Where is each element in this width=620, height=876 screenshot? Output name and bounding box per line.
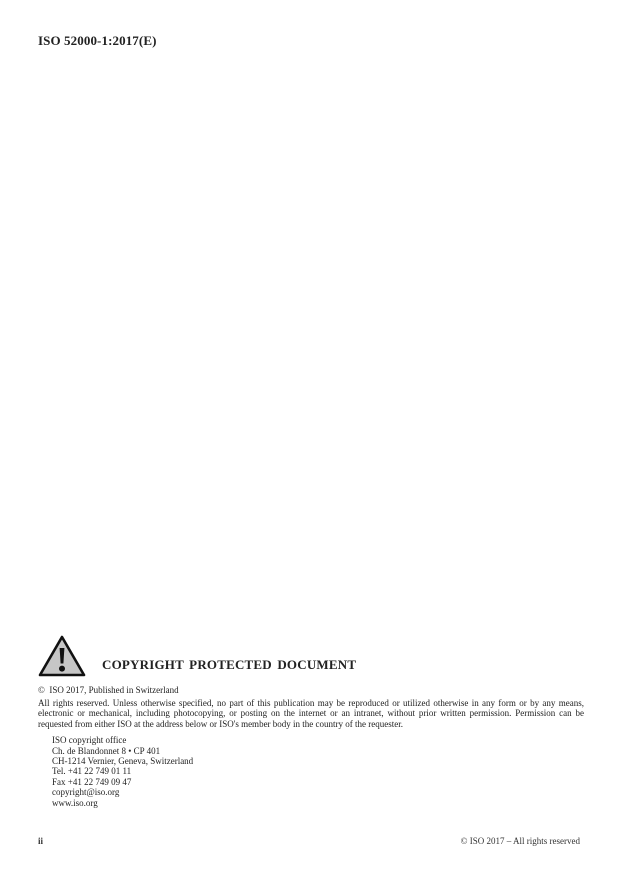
footer-page-number: ii <box>38 836 44 846</box>
address-line-city: CH-1214 Vernier, Geneva, Switzerland <box>52 756 194 767</box>
copyright-notice-title: COPYRIGHT PROTECTED DOCUMENT <box>102 657 357 672</box>
document-header-code: ISO 52000-1:2017(E) <box>38 33 157 48</box>
footer-copyright-line: © ISO 2017 – All rights reserved <box>460 836 580 846</box>
address-line-street: Ch. de Blandonnet 8 • CP 401 <box>52 745 161 756</box>
address-line-email: copyright@iso.org <box>52 787 120 798</box>
address-line-tel: Tel. +41 22 749 01 11 <box>52 766 132 777</box>
address-line-office: ISO copyright office <box>52 735 127 746</box>
rights-reserved-paragraph: All rights reserved. Unless otherwise specified, no part of this publication may be reproduced or utilized otherwise in any form or by any means, electronic or mechanical, including photocopying, or posting on the internet or an intranet, without prior written permission. Permission can be requested from either ISO at the address below or ISO's member body in the country of the requester. <box>38 698 584 729</box>
address-line-website: www.iso.org <box>52 797 98 808</box>
warning-triangle-icon <box>38 634 86 678</box>
publisher-line: © ISO 2017, Published in Switzerland <box>38 685 179 695</box>
copyright-notice-section <box>38 634 584 808</box>
copyright-title-row <box>38 634 584 678</box>
iso-address-block <box>52 735 584 808</box>
address-line-fax: Fax +41 22 749 09 47 <box>52 776 132 787</box>
